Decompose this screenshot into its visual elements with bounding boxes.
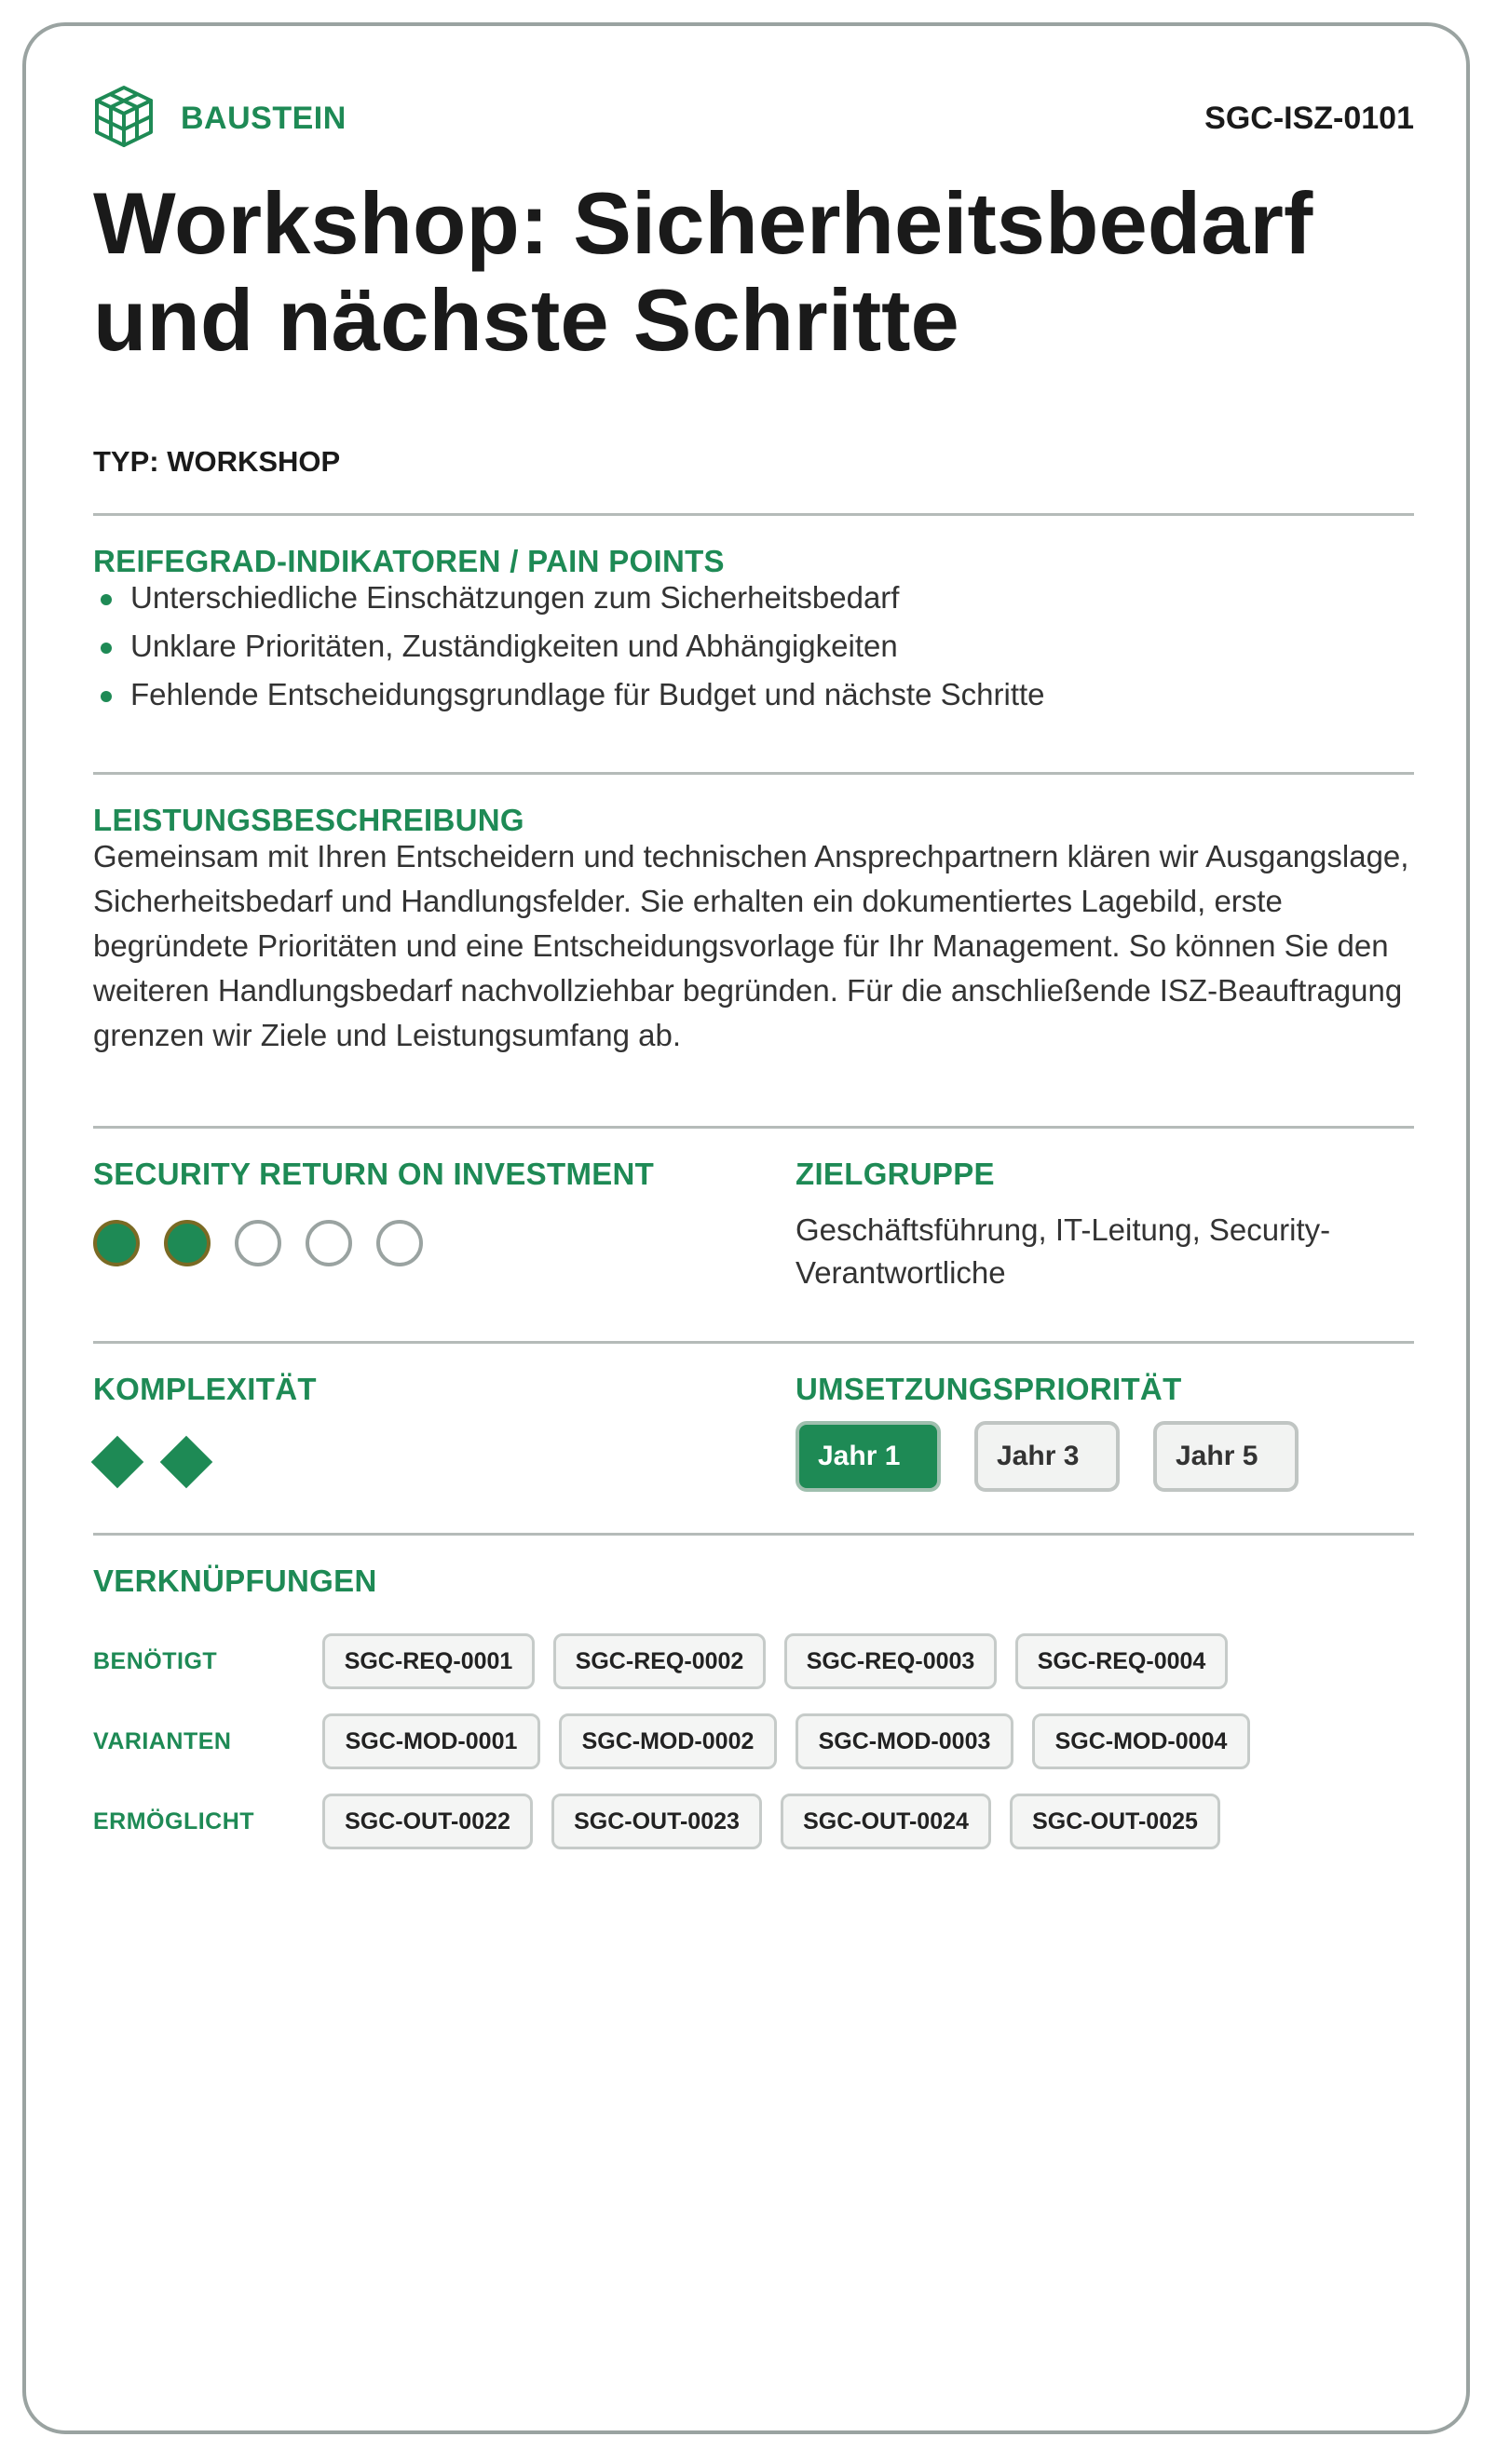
list-item: Fehlende Entscheidungsgrundlage für Budget und nächste Schritte xyxy=(93,670,1045,719)
brand-label: BAUSTEIN xyxy=(181,101,347,136)
priority-option-jahr-3[interactable]: Jahr 3 xyxy=(974,1421,1120,1492)
divider xyxy=(93,1126,1414,1129)
page-title: Workshop: Sicherheitsbedarf und nächste Schritte xyxy=(93,174,1313,369)
complexity-title: KOMPLEXITÄT xyxy=(93,1372,317,1406)
complexity-diamond-icon xyxy=(91,1436,144,1489)
links-row-benoetigt xyxy=(93,1633,1414,1689)
divider xyxy=(93,772,1414,775)
links-title: VERKNÜPFUNGEN xyxy=(93,1564,377,1598)
baustein-card xyxy=(22,22,1470,2434)
target-group-text: Geschäftsführung, IT-Leitung, Security-Verantwortliche xyxy=(796,1212,1331,1290)
link-chip[interactable]: SGC-OUT-0023 xyxy=(551,1794,762,1849)
link-chip[interactable]: SGC-OUT-0025 xyxy=(1010,1794,1220,1849)
link-chip[interactable]: SGC-REQ-0003 xyxy=(784,1633,997,1689)
complexity-diamond-icon xyxy=(160,1436,213,1489)
link-chip[interactable]: SGC-MOD-0003 xyxy=(796,1713,1013,1769)
rating-dot-empty xyxy=(235,1220,281,1266)
rating-dot-empty xyxy=(376,1220,423,1266)
target-group-title: ZIELGRUPPE xyxy=(796,1157,995,1191)
priority-title: UMSETZUNGSPRIORITÄT xyxy=(796,1372,1182,1406)
link-row-label: BENÖTIGT xyxy=(93,1648,218,1674)
isometric-block-logo-icon xyxy=(93,84,155,149)
rating-dot-filled xyxy=(93,1220,140,1266)
card-code: SGC-ISZ-0101 xyxy=(1204,101,1414,136)
link-chip[interactable]: SGC-OUT-0024 xyxy=(781,1794,991,1849)
link-row-label: VARIANTEN xyxy=(93,1728,232,1754)
link-chip[interactable]: SGC-MOD-0002 xyxy=(559,1713,777,1769)
link-chip[interactable]: SGC-MOD-0001 xyxy=(322,1713,540,1769)
link-chip[interactable]: SGC-REQ-0002 xyxy=(553,1633,766,1689)
roi-title: SECURITY RETURN ON INVESTMENT xyxy=(93,1157,655,1191)
link-chip[interactable]: SGC-MOD-0004 xyxy=(1032,1713,1250,1769)
pain-points-title: REIFEGRAD-INDIKATOREN / PAIN POINTS xyxy=(93,544,725,578)
link-chip[interactable]: SGC-REQ-0001 xyxy=(322,1633,535,1689)
pain-points-list xyxy=(93,574,1045,719)
rating-dot-empty xyxy=(306,1220,352,1266)
links-row-varianten xyxy=(93,1713,1414,1769)
priority-option-jahr-5[interactable]: Jahr 5 xyxy=(1153,1421,1299,1492)
list-item: Unklare Prioritäten, Zuständigkeiten und Abhängigkeiten xyxy=(93,622,1045,670)
link-row-label: ERMÖGLICHT xyxy=(93,1808,255,1834)
link-chip[interactable]: SGC-REQ-0004 xyxy=(1015,1633,1228,1689)
list-item: Unterschiedliche Einschätzungen zum Sicherheitsbedarf xyxy=(93,574,1045,622)
divider xyxy=(93,1533,1414,1536)
divider xyxy=(93,513,1414,516)
type-label: TYP: WORKSHOP xyxy=(93,445,341,478)
divider xyxy=(93,1341,1414,1344)
description-text: Gemeinsam mit Ihren Entscheidern und technischen Ansprechpartnern klären wir Ausgangslage, Sicherheitsbedarf und Handlungsfelder. Sie erhalten ein dokumentiertes Lagebild, erste begründete Prioritäten und eine Entscheidungsvorlage für Ihr Management. So können Sie den weiteren Handlungsbedarf nachvollziehbar begründen. Für die anschließende ISZ-Beauftragung grenzen wir Ziele und Leistungsumfang ab. xyxy=(93,839,1409,1052)
description-title: LEISTUNGSBESCHREIBUNG xyxy=(93,803,524,837)
link-chip[interactable]: SGC-OUT-0022 xyxy=(322,1794,533,1849)
rating-dot-filled xyxy=(164,1220,211,1266)
priority-option-jahr-1[interactable]: Jahr 1 xyxy=(796,1421,941,1492)
card-header xyxy=(93,84,1414,149)
links-row-ermoeglicht xyxy=(93,1794,1414,1849)
